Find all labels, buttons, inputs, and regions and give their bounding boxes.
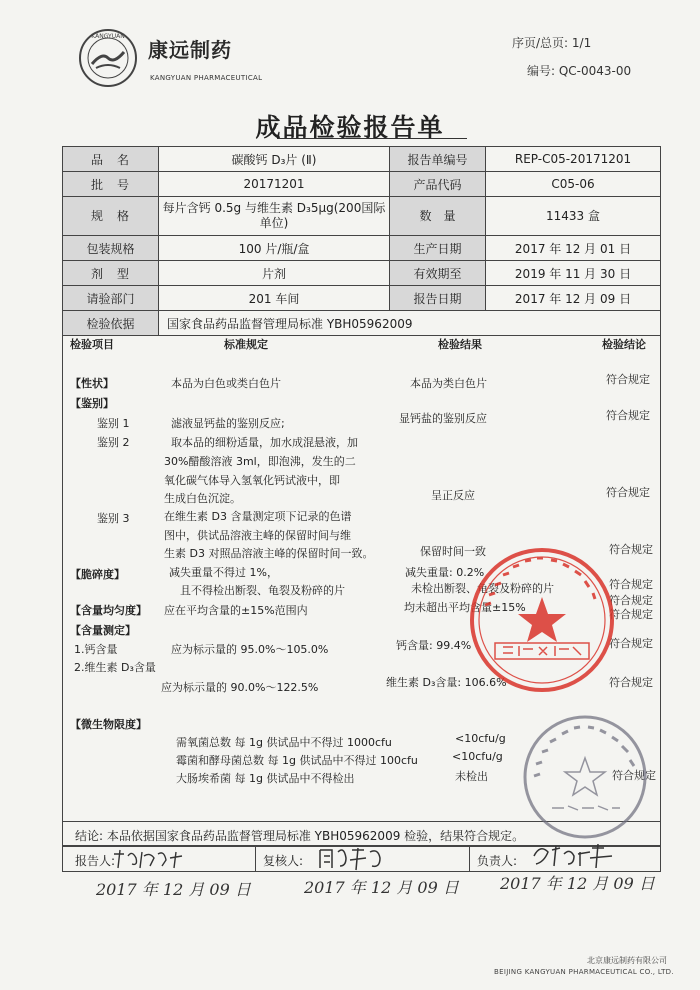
test-conclusion: 符合规定 <box>609 676 653 689</box>
test-result: 维生素 D₃含量: 106.6% <box>386 676 507 689</box>
info-row <box>63 197 661 236</box>
test-label: 【性状】 <box>70 377 114 390</box>
test-conclusion: 符合规定 <box>606 486 650 499</box>
test-sublabel: 鉴别 2 <box>97 436 130 449</box>
divider <box>255 847 256 871</box>
brand-name-cn: 康远制药 <box>148 38 232 62</box>
date-text: 2017 年 12 月 09 日 <box>500 874 655 893</box>
test-label: 【脆碎度】 <box>70 568 125 581</box>
test-conclusion: 符合规定 <box>612 769 656 782</box>
info-label: 规 格 <box>63 197 159 236</box>
info-label: 批 号 <box>63 172 159 197</box>
divider <box>469 847 470 871</box>
info-row <box>63 236 661 261</box>
test-standard: 生成白色沉淀。 <box>164 492 241 505</box>
info-value: REP-C05-20171201 <box>486 147 661 172</box>
info-label: 请验部门 <box>63 286 159 311</box>
info-label: 报告单编号 <box>390 147 486 172</box>
footer-company-cn: 北京康远制药有限公司 <box>587 956 667 965</box>
test-label: 【鉴别】 <box>70 397 114 410</box>
info-value: 国家食品药品监督管理局标准 YBH05962009 <box>159 311 661 336</box>
info-label: 包装规格 <box>63 236 159 261</box>
conclusion-text: 结论: 本品依据国家食品药品监督管理局标准 YBH05962009 检验，结果符合规定。 <box>75 829 525 843</box>
document-code: 编号: QC-0043-00 <box>527 64 632 78</box>
test-standard: 氧化碳气体导入氢氧化钙试液中，即 <box>164 474 340 487</box>
column-header-conclusion: 检验结论 <box>602 338 646 351</box>
date-text: 2017 年 12 月 09 日 <box>96 880 251 899</box>
info-label: 报告日期 <box>390 286 486 311</box>
test-standard: 应在平均含量的±15%范围内 <box>164 604 308 617</box>
column-header-standard: 标准规定 <box>224 338 268 351</box>
reviewer-date <box>304 875 459 898</box>
qc-seal <box>520 712 650 842</box>
manager-label: 负责人: <box>477 854 518 868</box>
logo-ring-text: KANGYUAN <box>91 33 125 40</box>
test-result: <10cfu/g <box>452 750 503 763</box>
test-standard: 且不得检出断裂、龟裂及粉碎的片 <box>180 584 345 597</box>
reporter-date <box>96 877 251 900</box>
info-label: 生产日期 <box>390 236 486 261</box>
info-label: 品 名 <box>63 147 159 172</box>
info-value: 2017 年 12 月 01 日 <box>486 236 661 261</box>
test-result: 显钙盐的鉴别反应 <box>399 412 487 425</box>
test-result: 未检出 <box>455 770 488 783</box>
info-row <box>63 261 661 286</box>
test-standard: 30%醋酸溶液 3ml，即泡沸，发生的二 <box>164 455 356 468</box>
test-label: 【微生物限度】 <box>70 718 147 731</box>
footer-company-en: BEIJING KANGYUAN PHARMACEUTICAL CO., LTD. <box>494 968 674 976</box>
info-row <box>63 172 661 197</box>
reviewer-signature <box>316 844 386 872</box>
kangyuan-logo <box>78 28 138 88</box>
product-info-table <box>62 146 661 336</box>
test-result: <10cfu/g <box>455 732 506 745</box>
test-standard: 应为标示量的 90.0%～122.5% <box>161 681 319 694</box>
test-standard: 取本品的细粉适量，加水成混悬液，加 <box>171 436 358 449</box>
test-result: 保留时间一致 <box>420 545 486 558</box>
test-conclusion: 符合规定 <box>609 578 653 591</box>
info-value: C05-06 <box>486 172 661 197</box>
manager-signature <box>530 842 620 872</box>
brand-name-en: KANGYUAN PHARMACEUTICAL <box>150 74 263 82</box>
test-conclusion: 符合规定 <box>609 637 653 650</box>
test-conclusion: 符合规定 <box>606 373 650 386</box>
info-value: 201 车间 <box>159 286 390 311</box>
info-value: 20171201 <box>159 172 390 197</box>
test-standard: 需氧菌总数 每 1g 供试品中不得过 1000cfu <box>176 736 392 749</box>
test-standard: 生素 D3 对照品溶液主峰的保留时间一致。 <box>164 547 374 560</box>
info-value: 碳酸钙 D₃片 (Ⅱ) <box>159 147 390 172</box>
test-conclusion: 符合规定 <box>609 543 653 556</box>
page-title: 成品检验报告单 <box>255 113 445 142</box>
info-label: 有效期至 <box>390 261 486 286</box>
test-result: 未检出断裂、龟裂及粉碎的片 <box>411 582 554 595</box>
test-standard: 应为标示量的 95.0%～105.0% <box>171 643 329 656</box>
info-label: 剂 型 <box>63 261 159 286</box>
test-result: 本品为类白色片 <box>410 377 487 390</box>
info-row <box>63 147 661 172</box>
reviewer-label: 复核人: <box>263 854 304 868</box>
test-standard: 霉菌和酵母菌总数 每 1g 供试品中不得过 100cfu <box>176 754 418 767</box>
test-sublabel: 鉴别 1 <box>97 417 130 430</box>
test-standard: 本品为白色或类白色片 <box>171 377 281 390</box>
title-underline <box>277 138 467 139</box>
test-sublabel: 2.维生素 D₃含量 <box>74 661 156 674</box>
info-label: 产品代码 <box>390 172 486 197</box>
test-result: 呈正反应 <box>431 489 475 502</box>
column-header-item: 检验项目 <box>70 338 114 351</box>
test-label: 【含量均匀度】 <box>70 604 147 617</box>
info-value: 2019 年 11 月 30 日 <box>486 261 661 286</box>
test-standard: 在维生素 D3 含量测定项下记录的色谱 <box>164 510 352 523</box>
page-number: 序页/总页: 1/1 <box>512 36 592 50</box>
info-value: 11433 盒 <box>486 197 661 236</box>
test-standard: 减失重量不得过 1%， <box>169 566 278 579</box>
test-standard: 滤液显钙盐的鉴别反应; <box>171 417 285 430</box>
manager-date <box>500 871 655 894</box>
info-label: 检验依据 <box>63 311 159 336</box>
test-standard: 大肠埃希菌 每 1g 供试品中不得检出 <box>176 772 355 785</box>
info-label: 数 量 <box>390 197 486 236</box>
info-row <box>63 286 661 311</box>
test-conclusion: 符合规定 <box>609 594 653 607</box>
test-sublabel: 1.钙含量 <box>74 643 118 656</box>
info-value: 2017 年 12 月 09 日 <box>486 286 661 311</box>
test-standard: 图中，供试品溶液主峰的保留时间与维 <box>164 529 351 542</box>
test-label: 【含量测定】 <box>70 624 136 637</box>
quality-dept-seal <box>467 545 617 695</box>
test-sublabel: 鉴别 3 <box>97 512 130 525</box>
info-value: 100 片/瓶/盒 <box>159 236 390 261</box>
test-result: 均未超出平均含量±15% <box>404 601 526 614</box>
info-value: 每片含钙 0.5g 与维生素 D₃5μg(200国际单位) <box>159 197 390 236</box>
reporter-label: 报告人: <box>75 854 116 868</box>
test-conclusion: 符合规定 <box>609 608 653 621</box>
test-result: 减失重量: 0.2% <box>405 566 485 579</box>
reporter-signature <box>110 846 190 872</box>
column-header-result: 检验结果 <box>438 338 482 351</box>
test-result: 钙含量: 99.4% <box>396 639 472 652</box>
date-text: 2017 年 12 月 09 日 <box>304 878 459 897</box>
test-conclusion: 符合规定 <box>606 409 650 422</box>
info-value: 片剂 <box>159 261 390 286</box>
